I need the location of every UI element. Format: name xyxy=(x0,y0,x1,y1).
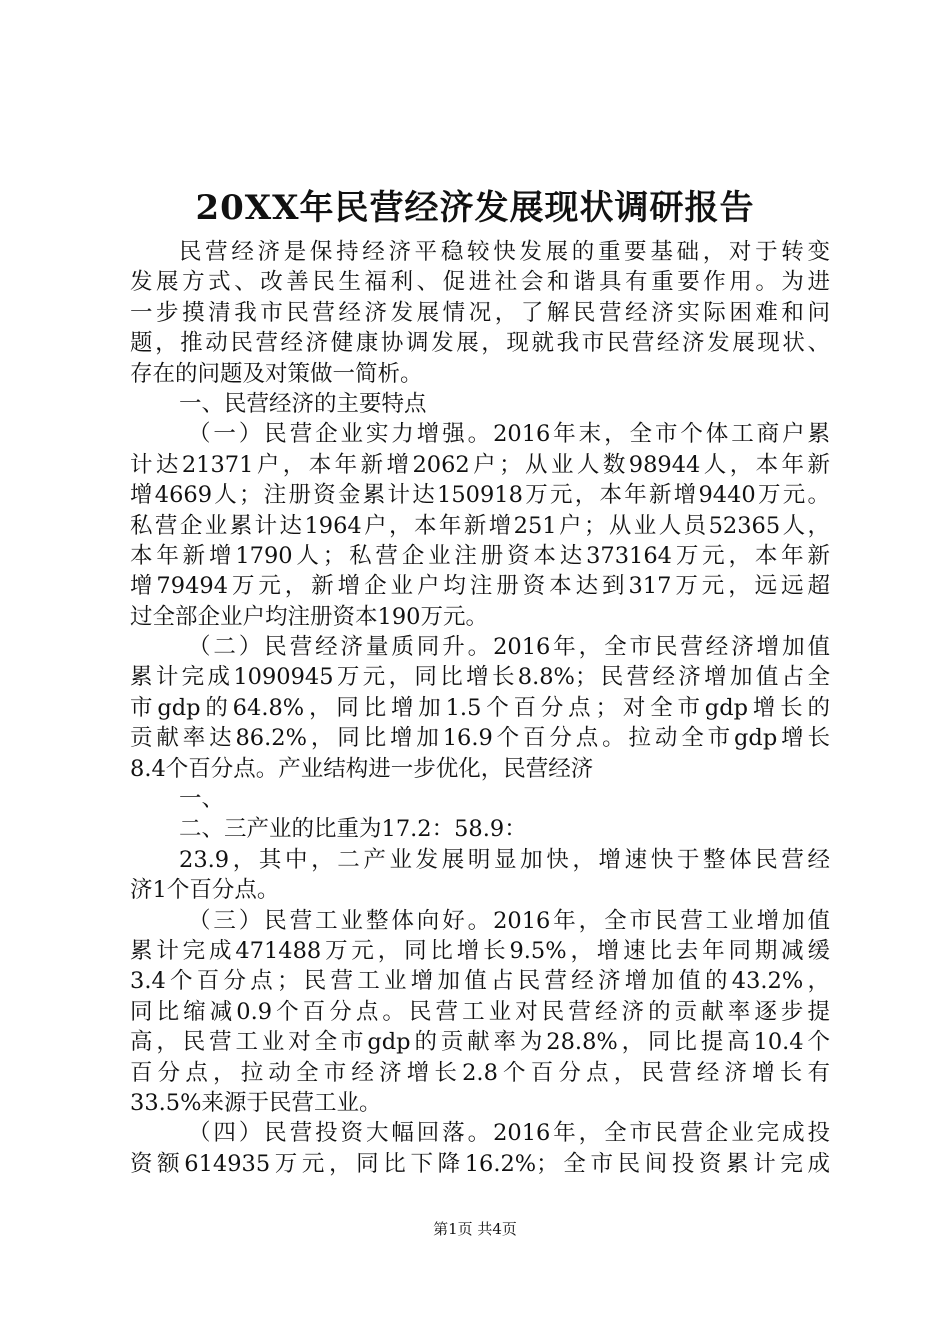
page-number: 第1页 共4页 xyxy=(433,1220,517,1238)
body-line: 资额614935万元，同比下降16.2%；全市民间投资累计完成 xyxy=(130,1150,830,1177)
body-line: （三）民营工业整体向好。2016年，全市民营工业增加值 xyxy=(188,907,830,934)
body-line: 百分点，拉动全市经济增长2.8个百分点，民营经济增长有 xyxy=(130,1059,830,1086)
body-line: 过全部企业户均注册资本190万元。 xyxy=(130,603,488,630)
body-line: 市gdp的64.8%，同比增加1.5个百分点；对全市gdp增长的 xyxy=(130,694,830,721)
body-line: 济1个百分点。 xyxy=(130,877,280,904)
body-line: 高，民营工业对全市gdp的贡献率为28.8%，同比提高10.4个 xyxy=(130,1029,830,1056)
body-line: 33.5%来源于民营工业。 xyxy=(130,1089,382,1116)
body-line: 本年新增1790人；私营企业注册资本达373164万元，本年新 xyxy=(130,542,830,569)
body-line: 贡献率达86.2%，同比增加16.9个百分点。拉动全市gdp增长 xyxy=(130,725,830,752)
body-line: 二、三产业的比重为17.2：58.9： xyxy=(179,816,527,843)
document-body xyxy=(130,237,830,1179)
body-line: 题，推动民营经济健康协调发展，现就我市民营经济发展现状、 xyxy=(130,330,830,357)
body-line: 8.4个百分点。产业结构进一步优化，民营经济 xyxy=(130,755,594,782)
body-line: 增79494万元，新增企业户均注册资本达到317万元，远远超 xyxy=(130,573,830,600)
body-line: 累计完成471488万元，同比增长9.5%，增速比去年同期减缓 xyxy=(130,937,830,964)
body-line: 私营企业累计达1964户，本年新增251户；从业人员52365人， xyxy=(130,512,830,539)
body-line: 同比缩减0.9个百分点。民营工业对民营经济的贡献率逐步提 xyxy=(130,998,830,1025)
section-heading: 一、民营经济的主要特点 xyxy=(179,390,427,417)
body-line: 一、 xyxy=(179,786,225,813)
body-line: 计达21371户，本年新增2062户；从业人数98944人，本年新 xyxy=(130,451,830,478)
body-line: 累计完成1090945万元，同比增长8.8%；民营经济增加值占全 xyxy=(130,664,830,691)
body-line: （二）民营经济量质同升。2016年，全市民营经济增加值 xyxy=(188,634,830,661)
body-line: 增4669人；注册资金累计达150918万元，本年新增9440万元。 xyxy=(130,482,830,509)
body-line: 民营经济是保持经济平稳较快发展的重要基础，对于转变 xyxy=(179,239,830,265)
body-line: 3.4个百分点；民营工业增加值占民营经济增加值的43.2%， xyxy=(130,968,830,995)
body-line: 存在的问题及对策做一简析。 xyxy=(130,360,423,387)
body-line: （一）民营企业实力增强。2016年末，全市个体工商户累 xyxy=(188,421,830,448)
body-line: （四）民营投资大幅回落。2016年，全市民营企业完成投 xyxy=(188,1120,830,1147)
body-line: 发展方式、改善民生福利、促进社会和谐具有重要作用。为进 xyxy=(130,269,830,296)
page-title: 20XX年民营经济发展现状调研报告 xyxy=(195,188,755,228)
body-line: 一步摸清我市民营经济发展情况，了解民营经济实际困难和问 xyxy=(130,299,830,326)
body-line: 23.9，其中，二产业发展明显加快，增速快于整体民营经 xyxy=(179,846,830,873)
